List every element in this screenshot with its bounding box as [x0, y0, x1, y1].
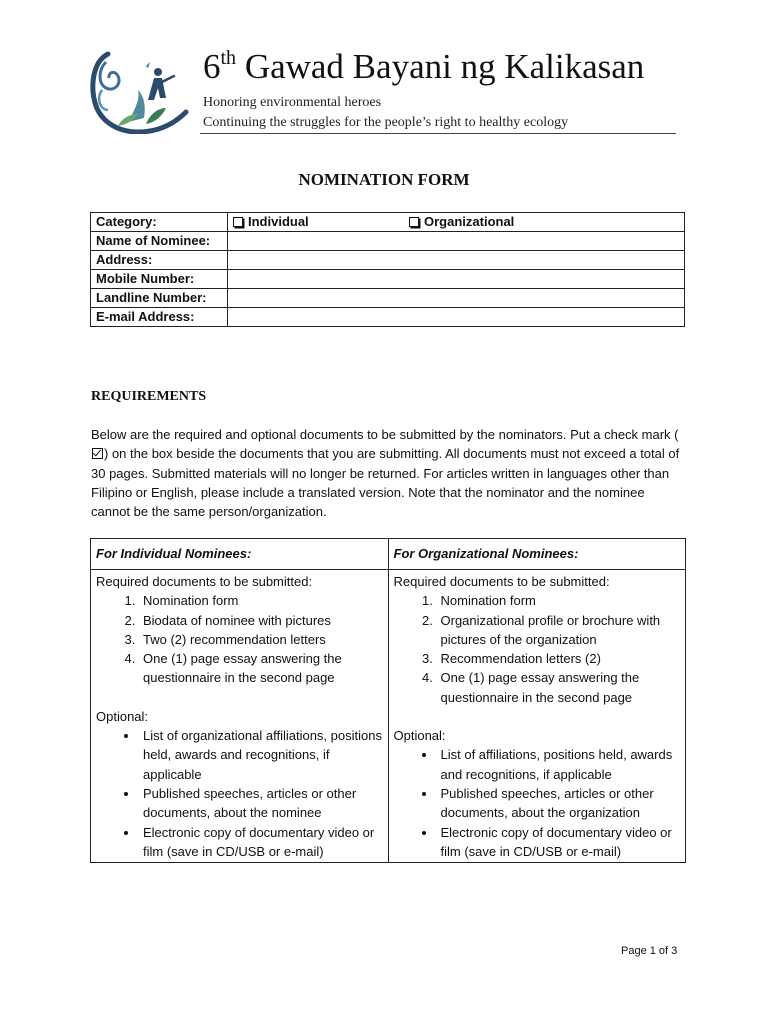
list-item: • List of affiliations, positions held, awards and recognitions, if applicable — [437, 745, 681, 784]
organizational-optional-label: Optional: — [393, 728, 446, 744]
requirements-text-part-2: ) on the box beside the documents that you are submitting. All documents must not exceed a total of 30 pages. Submitted materials will no longer be returned. For articles written in languages other than Filipino or English, please include a translated version. Note that the nominator and the nominee cannot be the same person/organization. — [91, 446, 680, 520]
mobile-number-label: Mobile Number: — [91, 270, 228, 289]
list-item: 3. Two (2) recommendation letters — [139, 630, 383, 649]
list-item: • List of organizational affiliations, positions held, awards and recognitions, if applicable — [139, 726, 383, 784]
list-item: 2. Biodata of nominee with pictures — [139, 611, 383, 630]
table-row — [91, 232, 685, 251]
email-address-label: E-mail Address: — [91, 308, 228, 327]
category-row — [91, 213, 685, 232]
kalikasan-logo-icon — [88, 48, 198, 134]
organizational-nominees-heading: For Organizational Nominees: — [388, 539, 686, 570]
individual-required-label: Required documents to be submitted: — [96, 574, 313, 589]
award-title-superscript: th — [220, 47, 237, 69]
address-field[interactable] — [228, 251, 685, 270]
organizational-required-list — [394, 591, 681, 707]
checkbox-icon[interactable] — [233, 217, 243, 227]
list-item: • Electronic copy of documentary video or film (save in CD/USB or e-mail) — [437, 823, 681, 862]
landline-number-label: Landline Number: — [91, 289, 228, 308]
spacer — [394, 707, 681, 726]
name-of-nominee-field[interactable] — [228, 232, 685, 251]
list-item: 3. Recommendation letters (2) — [437, 649, 681, 668]
documents-table-header — [91, 539, 686, 570]
award-title-name: Gawad Bayani ng Kalikasan — [236, 47, 645, 86]
list-item: 4. One (1) page essay answering the questionnaire in the second page — [437, 668, 681, 707]
requirements-text-part-1: Below are the required and optional documents to be submitted by the nominators. Put a check mark ( — [91, 427, 679, 442]
list-item: 1. Nomination form — [139, 591, 383, 610]
category-organizational-label: Organizational — [424, 214, 515, 229]
category-organizational-option[interactable] — [409, 213, 514, 231]
individual-required-list — [96, 591, 383, 687]
name-of-nominee-label: Name of Nominee: — [91, 232, 228, 251]
individual-optional-label: Optional: — [96, 708, 149, 724]
organizational-optional-list — [394, 745, 681, 861]
list-item: 2. Organizational profile or brochure with pictures of the organization — [437, 611, 681, 650]
landline-number-field[interactable] — [228, 289, 685, 308]
individual-optional-list — [96, 726, 383, 861]
category-options — [228, 213, 685, 232]
address-label: Address: — [91, 251, 228, 270]
table-row — [91, 270, 685, 289]
category-individual-label: Individual — [248, 214, 309, 229]
individual-nominees-heading: For Individual Nominees: — [91, 539, 389, 570]
list-item: 1. Nomination form — [437, 591, 681, 610]
mobile-number-field[interactable] — [228, 270, 685, 289]
tagline-honoring: Honoring environmental heroes — [203, 95, 382, 110]
spacer — [96, 688, 383, 707]
table-row — [91, 251, 685, 270]
documents-table — [90, 538, 686, 863]
requirements-paragraph — [91, 425, 681, 521]
documents-table-body — [91, 570, 686, 863]
list-item: • Published speeches, articles or other documents, about the nominee — [139, 784, 383, 823]
list-item: 4. One (1) page essay answering the questionnaire in the second page — [139, 649, 383, 688]
organizational-documents-cell — [388, 570, 686, 863]
list-item: • Published speeches, articles or other documents, about the organization — [437, 784, 681, 823]
category-label: Category: — [91, 213, 228, 232]
award-title — [203, 48, 644, 87]
category-individual-option[interactable] — [233, 213, 409, 231]
nominee-info-table — [90, 212, 685, 327]
email-address-field[interactable] — [228, 308, 685, 327]
form-title: NOMINATION FORM — [298, 170, 470, 189]
individual-documents-cell — [91, 570, 389, 863]
checkbox-icon[interactable] — [409, 217, 419, 227]
requirements-heading: REQUIREMENTS — [91, 389, 207, 404]
header-divider — [200, 133, 676, 134]
tagline-struggles: Continuing the struggles for the people’s right to healthy ecology — [203, 115, 569, 130]
award-title-number: 6 — [203, 47, 221, 86]
checked-box-icon — [92, 448, 103, 459]
page-number: Page 1 of 3 — [621, 945, 678, 957]
table-row — [91, 308, 685, 327]
table-row — [91, 289, 685, 308]
organizational-required-label: Required documents to be submitted: — [393, 574, 610, 589]
list-item: • Electronic copy of documentary video or film (save in CD/USB or e-mail) — [139, 823, 383, 862]
